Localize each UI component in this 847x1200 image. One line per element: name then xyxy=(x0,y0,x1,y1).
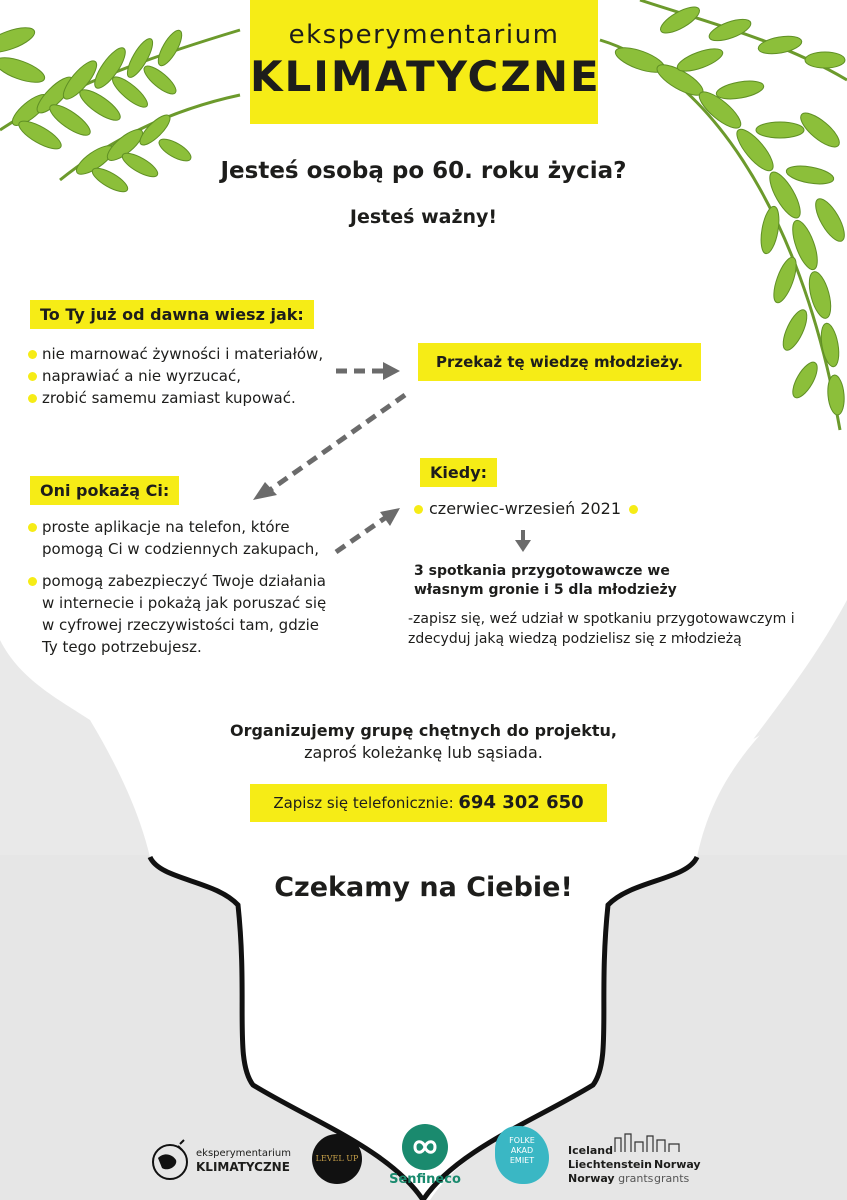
infinity-icon xyxy=(402,1124,448,1170)
list-item: pomogą zabezpieczyć Twoje działania w internecie i pokażą jak poruszać się w cyfrowej rzeczywistości tam, gdzie Ty tego potrzebujesz. xyxy=(28,570,328,658)
list-item: zrobić samemu zamiast kupować. xyxy=(28,387,348,409)
subheadline: Jesteś ważny! xyxy=(349,206,498,228)
senfineco-icon xyxy=(402,1124,448,1170)
date-row xyxy=(414,499,638,518)
logo-eksperymentarium xyxy=(148,1138,291,1182)
dot-icon xyxy=(629,505,638,514)
meetings-text: 3 spotkania przygotowawcze we własnym gronie i 5 dla młodzieży xyxy=(414,563,677,598)
folke-line: FOLKE xyxy=(509,1136,535,1145)
skyline-icon xyxy=(613,1132,683,1152)
organize-text xyxy=(0,720,847,764)
skills-title: To Ty już od dawna wiesz jak: xyxy=(30,300,314,329)
logo-levelup xyxy=(312,1134,362,1184)
banner-line2: KLIMATYCZNE xyxy=(250,52,601,101)
pass-knowledge-label: Przekaż tę wiedzę młodzieży. xyxy=(418,343,701,381)
arrow-down-stem xyxy=(521,530,525,541)
logo-eea-grants xyxy=(568,1132,708,1187)
list-item: nie marnować żywności i materiałów, xyxy=(28,343,348,365)
they-show-list xyxy=(28,516,328,658)
folke-line: EMIET xyxy=(509,1156,535,1165)
folke-line: AKAD xyxy=(510,1146,534,1155)
organize-line1: Organizujemy grupę chętnych do projektu, xyxy=(229,721,618,740)
logo-ek-small: eksperymentarium xyxy=(196,1148,291,1159)
date-text: czerwiec-wrzesień 2021 xyxy=(429,499,622,518)
signup-note: -zapisz się, weź udział w spotkaniu przygotowawczym i zdecyduj jaką wiedzą podzielisz się z młodzieżą xyxy=(408,611,795,647)
arrowhead-down xyxy=(515,540,531,552)
signup-label: Zapisz się telefonicznie: xyxy=(273,794,454,812)
levelup-text: LEVEL UP xyxy=(315,1154,359,1163)
headline: Jesteś osobą po 60. roku życia? xyxy=(220,158,627,184)
organize-line2: zaproś koleżankę lub sąsiada. xyxy=(304,743,543,762)
grants-norway-left xyxy=(568,1172,653,1185)
logo-senfineco xyxy=(385,1124,465,1194)
list-item: naprawiać a nie wyrzucać, xyxy=(28,365,348,387)
logo-ek-big: KLIMATYCZNE xyxy=(196,1160,290,1174)
arrow-diag-down xyxy=(270,395,405,490)
grants-liechtenstein: Liechtenstein xyxy=(568,1158,653,1171)
arrow-diag-up xyxy=(336,518,385,552)
dot-icon xyxy=(414,505,423,514)
closing-text: Czekamy na Ciebie! xyxy=(274,872,573,903)
when-title: Kiedy: xyxy=(420,458,497,487)
title-banner xyxy=(250,0,601,124)
grants-word: grants xyxy=(618,1172,654,1185)
arrowhead-1 xyxy=(383,362,400,380)
senfineco-text: Senfineco xyxy=(389,1172,461,1187)
grants-iceland: Iceland xyxy=(568,1144,613,1157)
signup-box xyxy=(250,784,607,822)
grants-norway: Norway xyxy=(568,1172,615,1185)
banner-line1: eksperymentarium xyxy=(288,20,560,50)
grants-word-right: grants xyxy=(654,1172,690,1185)
list-item: proste aplikacje na telefon, które pomogą Ci w codziennych zakupach, xyxy=(28,516,328,560)
they-show-title: Oni pokażą Ci: xyxy=(30,476,179,505)
globe-icon xyxy=(148,1138,192,1182)
skills-list xyxy=(28,343,348,409)
phone-number[interactable]: 694 302 650 xyxy=(458,792,584,813)
arrowhead-2 xyxy=(253,482,277,500)
grants-norway-right: Norway xyxy=(654,1158,701,1171)
